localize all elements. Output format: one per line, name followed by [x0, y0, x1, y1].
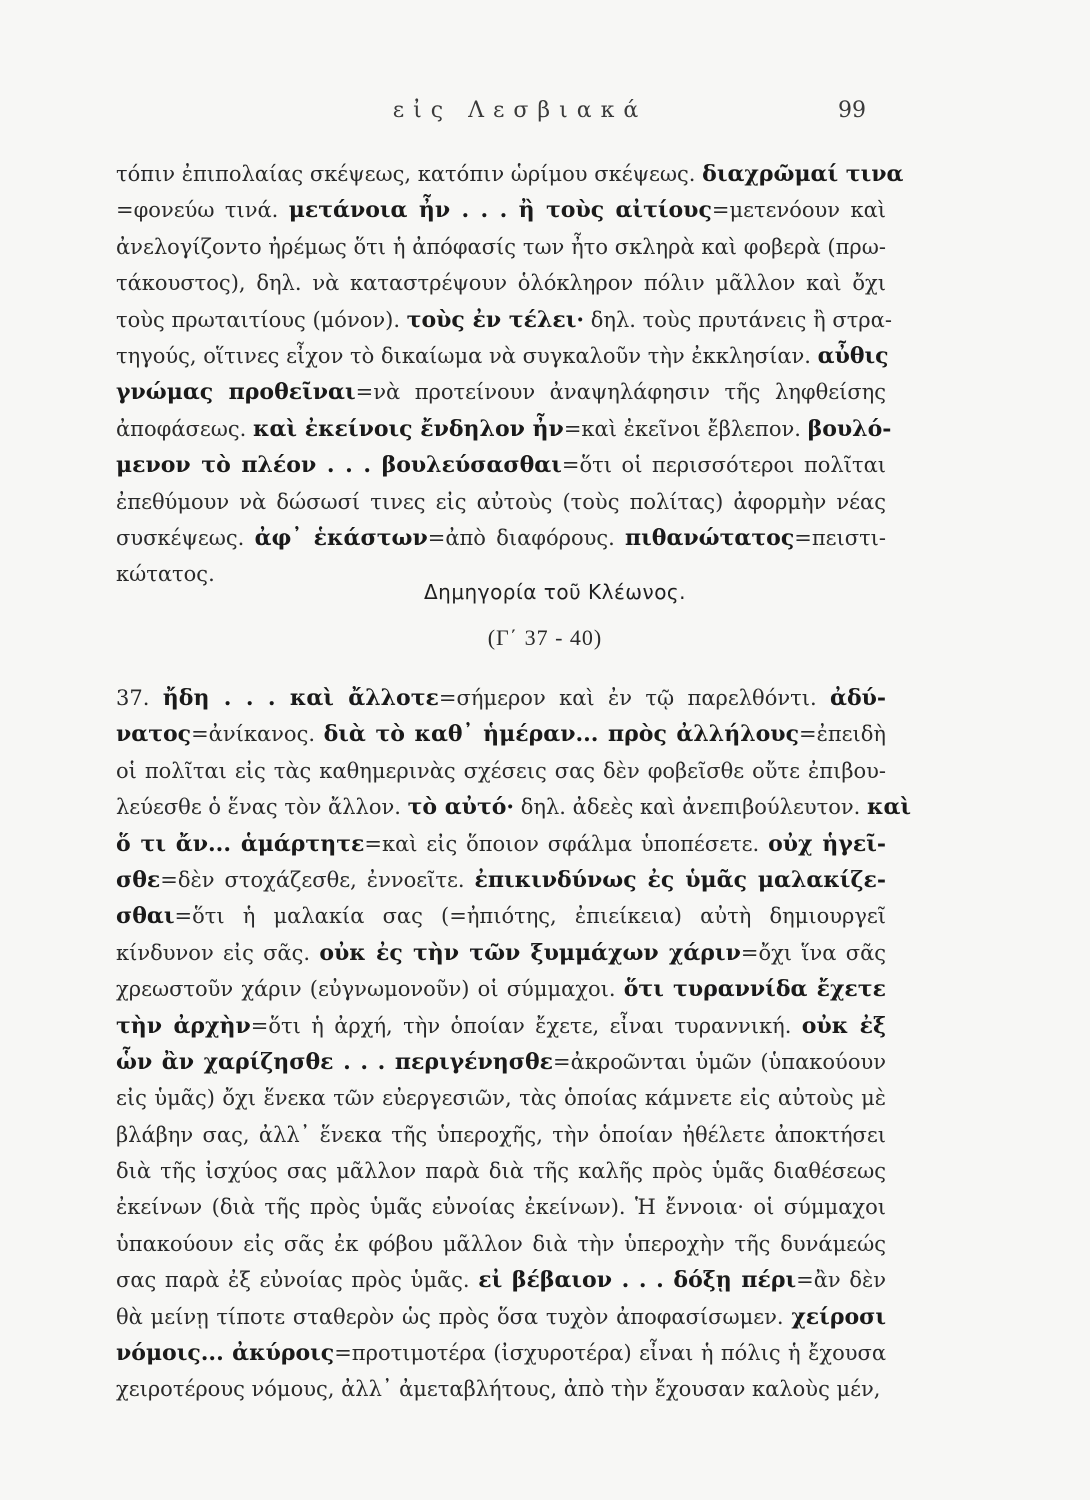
- text-line: τοὺς πρωταιτίους (μόνον). τοὺς ἐν τέλει· δηλ. τοὺς πρυτάνεις ἢ στρα-: [116, 306, 892, 333]
- text-line: ἀποφάσεως. καὶ ἐκείνοις ἔνδηλον ἦν=καὶ ἐκεῖνοι ἔβλεπον. βουλό-: [116, 415, 892, 442]
- text-line: νατος=ἀνίκανος. διὰ τὸ καθ᾽ ἡμέραν... πρὸς ἀλλήλους=ἐπειδὴ: [116, 721, 886, 748]
- text-line: γνώμας προθεῖναι=νὰ προτείνουν ἀναψηλάφησιν τῆς ληφθείσης: [116, 379, 886, 406]
- section-reference: (Γ΄ 37 - 40): [487, 625, 603, 650]
- text-line: βλάβην σας, ἀλλ᾽ ἕνεκα τῆς ὑπεροχῆς, τὴν ὁποίαν ἠθέλετε ἀποκτήσει: [116, 1122, 886, 1147]
- text-line: ὅ τι ἄν... ἁμάρτητε=καὶ εἰς ὅποιον σφάλμα ὑποπέσετε. οὐχ ἡγεῖ-: [116, 830, 886, 857]
- text-line: θὰ μείνῃ τίποτε σταθερὸν ὡς πρὸς ὅσα τυχὸν ἀποφασίσωμεν. χείροσι: [116, 1303, 886, 1330]
- text-line: διὰ τῆς ἰσχύος σας μᾶλλον παρὰ διὰ τῆς καλῆς πρὸς ὑμᾶς διαθέσεως: [116, 1159, 886, 1184]
- text-line: κώτατος.: [116, 562, 215, 587]
- commentary-block-2: [116, 680, 912, 1408]
- text-line: =φονεύω τινά. μετάνοια ἦν . . . ἢ τοὺς αἰτίους=μετενόουν καὶ: [116, 197, 886, 224]
- text-line: λεύεσθε ὁ ἕνας τὸν ἄλλον. τὸ αὐτό· δηλ. ἀδεὲς καὶ ἀνεπιβούλευτον. καὶ: [116, 794, 912, 821]
- text-line: τάκουστος), δηλ. νὰ καταστρέψουν ὁλόκληρον πόλιν μᾶλλον καὶ ὄχι: [116, 271, 886, 296]
- running-head-title: εἰς Λεσβιακά: [392, 98, 648, 123]
- text-line: τόπιν ἐπιπολαίας σκέψεως, κατόπιν ὡρίμου σκέψεως. διαχρῶμαί τινα: [116, 161, 904, 187]
- text-line: οἱ πολῖται εἰς τὰς καθημερινὰς σχέσεις σας δὲν φοβεῖσθε οὔτε ἐπιβου-: [116, 758, 886, 783]
- text-line: τηγούς, οἵτινες εἶχον τὸ δικαίωμα νὰ συγκαλοῦν τὴν ἐκκλησίαν. αὖθις: [116, 342, 889, 369]
- text-line: ἀνελογίζοντο ἠρέμως ὅτι ἡ ἀπόφασίς των ἦτο σκληρὰ καὶ φοβερὰ (πρω-: [116, 234, 886, 259]
- text-line: χειροτέρους νόμους, ἀλλ᾽ ἀμεταβλήτους, ἀπὸ τὴν ἔχουσαν καλοὺς μέν,: [116, 1377, 881, 1402]
- text-line: ἐπεθύμουν νὰ δώσωσί τινες εἰς αὐτοὺς (τοὺς πολίτας) ἀφορμὴν νέας: [116, 489, 886, 514]
- text-line: σθαι=ὅτι ἡ μαλακία σας (=ἠπιότης, ἐπιείκεια) αὐτὴ δημιουργεῖ: [116, 903, 886, 930]
- text-line: χρεωστοῦν χάριν (εὐγνωμονοῦν) οἱ σύμμαχοι. ὅτι τυραννίδα ἔχετε: [116, 976, 886, 1003]
- text-line: σας παρὰ ἐξ εὐνοίας πρὸς ὑμᾶς. εἰ βέβαιον . . . δόξῃ πέρι=ἂν δὲν: [116, 1267, 886, 1294]
- text-line: κίνδυνον εἰς σᾶς. οὐκ ἐς τὴν τῶν ξυμμάχων χάριν=ὄχι ἵνα σᾶς: [116, 939, 887, 966]
- text-line: 37. ἤδη . . . καὶ ἄλλοτε=σήμερον καὶ ἐν τῷ παρελθόντι. ἀδύ-: [116, 685, 887, 711]
- commentary-block-1: [116, 156, 904, 593]
- section-heading: Δημηγορία τοῦ Κλέωνος.: [423, 580, 687, 604]
- text-line: νόμοις... ἀκύροις=προτιμοτέρα (ἰσχυροτέρα) εἶναι ἡ πόλις ἡ ἔχουσα: [116, 1340, 886, 1367]
- text-line: τὴν ἀρχὴν=ὅτι ἡ ἀρχή, τὴν ὁποίαν ἔχετε, εἶναι τυραννική. οὐκ ἐξ: [116, 1012, 886, 1039]
- text-line: εἰς ὑμᾶς) ὄχι ἕνεκα τῶν εὐεργεσιῶν, τὰς ὁποίας κάμνετε εἰς αὐτοὺς μὲ: [116, 1086, 886, 1111]
- text-line: ἐκείνων (διὰ τῆς πρὸς ὑμᾶς εὐνοίας ἐκείνων). Ἡ ἔννοια· οἱ σύμμαχοι: [116, 1195, 886, 1220]
- text-line: ὧν ἂν χαρίζησθε . . . περιγένησθε=ἀκροῶνται ὑμῶν (ὑπακούουν: [116, 1048, 886, 1075]
- text-line: μενον τὸ πλέον . . . βουλεύσασθαι=ὅτι οἱ περισσότεροι πολῖται: [116, 452, 886, 479]
- text-line: συσκέψεως. ἀφ᾽ ἑκάστων=ἀπὸ διαφόρους. πιθανώτατος=πειστι-: [116, 524, 887, 551]
- page-number: 99: [838, 98, 866, 123]
- text-line: σθε=δὲν στοχάζεσθε, ἐννοεῖτε. ἐπικινδύνως ἐς ὑμᾶς μαλακίζε-: [116, 866, 886, 893]
- text-line: ὑπακούουν εἰς σᾶς ἐκ φόβου μᾶλλον διὰ τὴν ὑπεροχὴν τῆς δυνάμεώς: [116, 1231, 886, 1256]
